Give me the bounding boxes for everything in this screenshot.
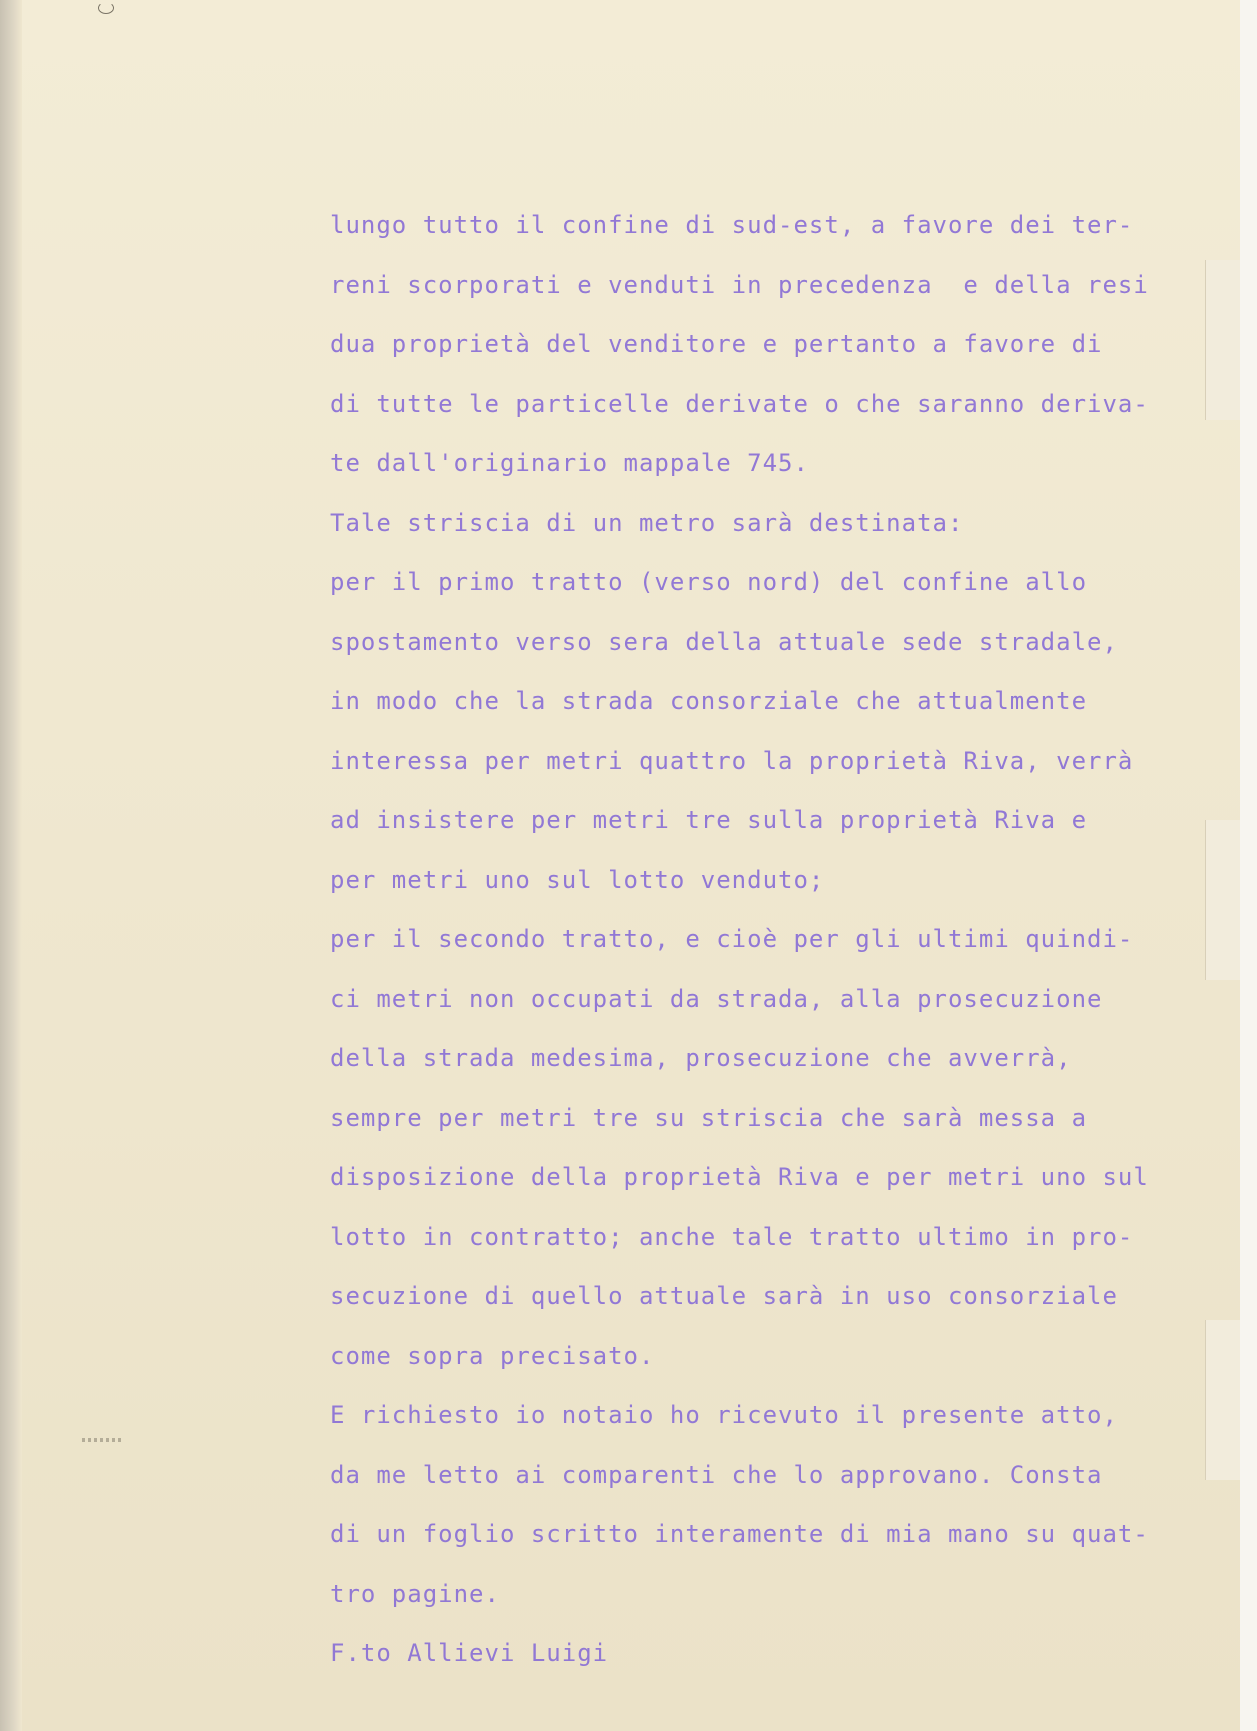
text-line-3: dua proprietà del venditore e pertanto a favore di [330, 330, 1103, 358]
text-line-17: disposizione della proprietà Riva e per metri uno sul [330, 1163, 1149, 1191]
text-line-18: lotto in contratto; anche tale tratto ultimo in pro- [330, 1222, 1134, 1251]
typed-text-block [330, 196, 1150, 1684]
text-line-24: tro pagine. [330, 1579, 500, 1608]
page-edge-notch [1205, 1320, 1240, 1480]
text-line-10: interessa per metri quattro la proprietà Riva, verrà [330, 746, 1134, 775]
text-line-1: lungo tutto il confine di sud-est, a favore dei ter- [330, 211, 1134, 239]
text-line-4: di tutte le particelle derivate o che saranno deriva- [330, 389, 1149, 418]
text-line-13: per il secondo tratto, e cioè per gli ultimi quindi- [330, 925, 1134, 953]
corner-pencil-mark [98, 2, 114, 14]
text-line-7: per il primo tratto (verso nord) del confine allo [330, 568, 1088, 596]
text-line-14: ci metri non occupati da strada, alla prosecuzione [330, 984, 1103, 1013]
page-left-edge [0, 0, 22, 1731]
text-line-15: della strada medesima, prosecuzione che avverrà, [330, 1044, 1072, 1072]
scan-background-strip [1240, 0, 1257, 1731]
text-line-11: ad insistere per metri tre sulla proprietà Riva e [330, 806, 1088, 834]
text-line-8: spostamento verso sera della attuale sede stradale, [330, 627, 1118, 656]
signature-line: F.to Allievi Luigi [330, 1639, 609, 1667]
page-edge-notch [1205, 820, 1240, 980]
text-line-19: secuzione di quello attuale sarà in uso consorziale [330, 1282, 1118, 1310]
text-line-22: da me letto ai comparenti che lo approvano. Consta [330, 1460, 1103, 1489]
text-line-20: come sopra precisato. [330, 1341, 655, 1370]
text-line-21: E richiesto io notaio ho ricevuto il presente atto, [330, 1401, 1118, 1429]
text-line-16: sempre per metri tre su striscia che sarà messa a [330, 1103, 1088, 1132]
page-edge-notch [1205, 260, 1240, 420]
margin-smudge [82, 1438, 124, 1442]
text-line-9: in modo che la strada consorziale che attualmente [330, 687, 1088, 715]
text-line-5: te dall'originario mappale 745. [330, 449, 809, 477]
text-line-2: reni scorporati e venduti in precedenza e della resi [330, 270, 1149, 299]
text-line-6: Tale striscia di un metro sarà destinata: [330, 508, 964, 537]
text-line-12: per metri uno sul lotto venduto; [330, 865, 825, 894]
text-line-23: di un foglio scritto interamente di mia mano su quat- [330, 1520, 1149, 1548]
